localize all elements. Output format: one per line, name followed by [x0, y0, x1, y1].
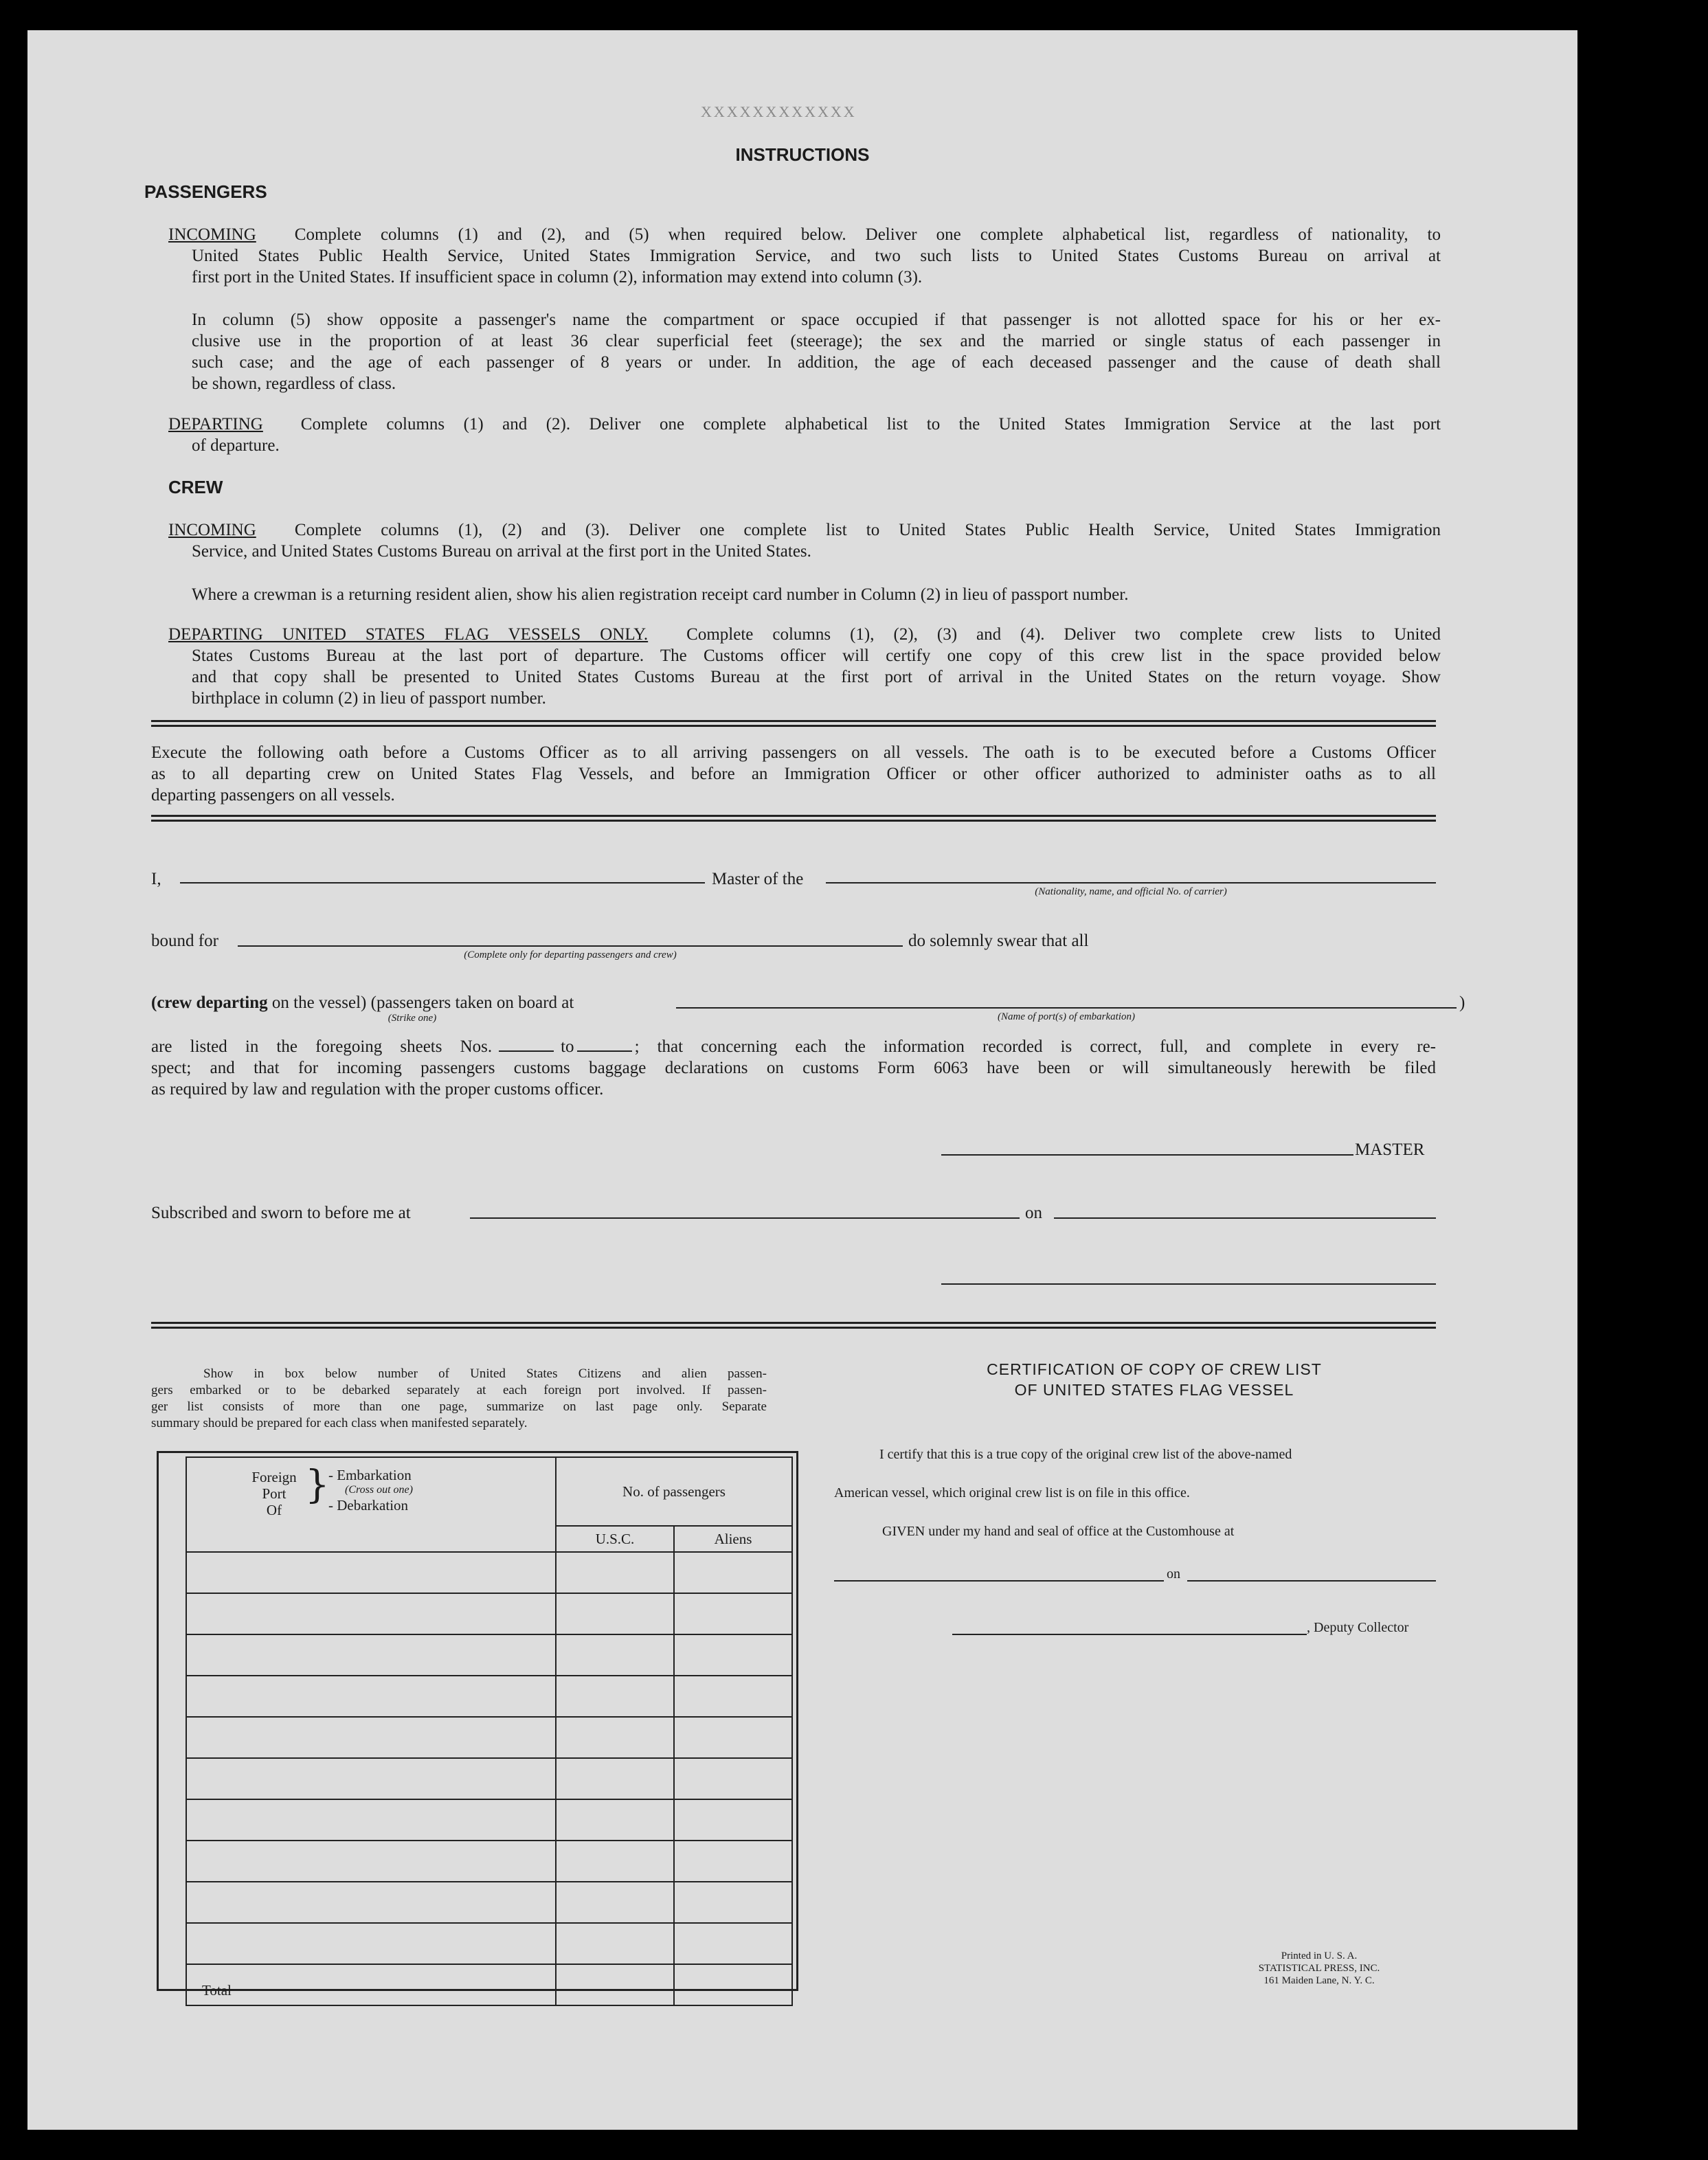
aliens-cell[interactable]	[674, 1552, 792, 1593]
certification-title-line: OF UNITED STATES FLAG VESSEL	[1014, 1381, 1294, 1399]
summary-line: ger list consists of more than one page, summarize on last page only. Separate	[151, 1399, 767, 1414]
oath-line: spect; and that for incoming passengers customs baggage declarations on customs Form 6063 have been or will simultaneously herewith be filed	[151, 1059, 1436, 1077]
total-usc-cell[interactable]	[556, 1964, 674, 2005]
column5-line: be shown, regardless of class.	[192, 374, 396, 393]
usc-cell[interactable]	[556, 1593, 674, 1634]
aliens-cell[interactable]	[674, 1758, 792, 1799]
table-row	[186, 1964, 792, 2005]
column5-line: such case; and the age of each passenger of 8 years or under. In addition, the age of each deceased passenger and the cause of death shall	[192, 353, 1441, 372]
usc-cell[interactable]	[556, 1676, 674, 1717]
column5-line: In column (5) show opposite a passenger's name the compartment or space occupied if that passenger is not allotted space for his or her ex-	[192, 311, 1441, 329]
summary-line: Show in box below number of United States Citizens and alien passen-	[203, 1366, 767, 1381]
passengers-departing-block	[168, 414, 1441, 456]
usc-cell[interactable]	[556, 1923, 674, 1964]
port-cell[interactable]	[186, 1923, 556, 1964]
oath-instructions	[151, 742, 1436, 806]
strike-one-phrase	[151, 992, 574, 1013]
crew-resident-alien: Where a crewman is a returning resident alien, show his alien registration receipt card number in Column (2) in lieu of passport number.	[192, 585, 1129, 604]
embark-debark-label	[328, 1467, 413, 1513]
table-row	[186, 1552, 792, 1593]
table-row	[186, 1799, 792, 1841]
form-sheet	[27, 30, 1577, 2130]
subscribed-label: Subscribed and sworn to before me at	[151, 1204, 411, 1222]
column5-line: clusive use in the proportion of at least 36 clear superficial feet (steerage); the sex and the married or single status of each passenger in	[192, 332, 1441, 350]
on-the-vessel-text: on the vessel) (passengers taken on board at	[271, 993, 574, 1012]
passengers-incoming-line: United States Public Health Service, United States Immigration Service, and two such lists to United States Customs Bureau on arrival at	[192, 247, 1441, 265]
passengers-incoming-line: Complete columns (1) and (2), and (5) when required below. Deliver one complete alphabetical list, regardless of nationality, to	[294, 225, 1441, 244]
usc-cell[interactable]	[556, 1882, 674, 1923]
struck-text: XXXXXXXXXXXX	[701, 103, 857, 120]
crew-departing-line: States Customs Bureau at the last port of departure. The Customs officer will certify one copy of this crew list in the space provided below	[192, 646, 1441, 665]
carrier-hint: (Nationality, name, and official No. of carrier)	[1035, 886, 1227, 897]
port-cell[interactable]	[186, 1799, 556, 1841]
usc-cell[interactable]	[556, 1758, 674, 1799]
column5-block	[192, 309, 1441, 394]
sworn-on-label: on	[1025, 1204, 1042, 1222]
port-cell[interactable]	[186, 1593, 556, 1634]
aliens-cell[interactable]	[674, 1923, 792, 1964]
usc-cell[interactable]	[556, 1841, 674, 1882]
port-cell[interactable]	[186, 1634, 556, 1676]
port-cell[interactable]	[186, 1882, 556, 1923]
port-cell[interactable]	[186, 1841, 556, 1882]
oath-instructions-line: Execute the following oath before a Customs Officer as to all arriving passengers on all vessels. The oath is to be executed before a Customs Officer	[151, 743, 1436, 762]
crew-heading: CREW	[168, 477, 223, 497]
port-cell[interactable]	[186, 1717, 556, 1758]
officer-signature-field[interactable]	[941, 1283, 1436, 1285]
sheets-label: are listed in the foregoing sheets Nos.	[151, 1037, 493, 1056]
bound-for-hint: (Complete only for departing passengers and crew)	[464, 949, 677, 960]
aliens-header: Aliens	[674, 1526, 792, 1552]
bound-for-field[interactable]	[238, 945, 903, 947]
table-row	[186, 1676, 792, 1717]
passenger-summary-table	[186, 1456, 793, 2006]
aliens-cell[interactable]	[674, 1841, 792, 1882]
passengers-departing-line: of departure.	[192, 436, 280, 455]
port-header-cell	[186, 1457, 556, 1552]
instructions-title: INSTRUCTIONS	[735, 144, 870, 165]
swear-label: do solemnly swear that all	[908, 932, 1089, 950]
table-row	[186, 1882, 792, 1923]
crew-departing-text: (crew departing	[151, 993, 268, 1012]
summary-line: gers embarked or to be debarked separately at each foreign port involved. If passen-	[151, 1383, 767, 1397]
aliens-cell[interactable]	[674, 1717, 792, 1758]
usc-cell[interactable]	[556, 1799, 674, 1841]
no-of-passengers-header: No. of passengers	[556, 1457, 792, 1526]
oath-i-label: I,	[151, 870, 161, 888]
aliens-cell[interactable]	[674, 1882, 792, 1923]
foreign-port-label	[246, 1469, 302, 1518]
crew-incoming-block	[168, 519, 1441, 562]
sheets-to-label: to	[561, 1037, 574, 1056]
divider	[151, 815, 1436, 822]
close-paren: )	[1459, 993, 1465, 1012]
table-row	[186, 1841, 792, 1882]
foregoing-sheets-block	[151, 1036, 1436, 1100]
port-cell[interactable]	[186, 1676, 556, 1717]
crew-departing-line: birthplace in column (2) in lieu of passport number.	[192, 689, 546, 708]
aliens-cell[interactable]	[674, 1593, 792, 1634]
carrier-field[interactable]	[826, 882, 1436, 884]
given-line: GIVEN under my hand and seal of office at the Customhouse at	[882, 1524, 1235, 1539]
crew-incoming-line: Service, and United States Customs Bureau on arrival at the first port in the United States.	[192, 542, 811, 561]
cert-date-field[interactable]	[1187, 1580, 1436, 1582]
passengers-heading: PASSENGERS	[144, 181, 267, 202]
sworn-date-field[interactable]	[1054, 1217, 1436, 1219]
certification-title	[852, 1359, 1457, 1400]
usc-cell[interactable]	[556, 1552, 674, 1593]
sheets-statement: ; that concerning each the information recorded is correct, full, and complete in every re-	[634, 1037, 1436, 1056]
printer-imprint	[1237, 1950, 1402, 1987]
master-label: MASTER	[1355, 1140, 1425, 1159]
deputy-collector-label: , Deputy Collector	[1307, 1620, 1409, 1635]
divider	[151, 1322, 1436, 1329]
printer-line: 161 Maiden Lane, N. Y. C.	[1263, 1975, 1375, 1986]
certification-title-line: CERTIFICATION OF COPY OF CREW LIST	[987, 1360, 1322, 1378]
embarkation-option[interactable]: - Embarkation	[328, 1467, 412, 1483]
passengers-incoming-block	[168, 224, 1441, 288]
sheet-from-field[interactable]	[499, 1050, 554, 1052]
aliens-cell[interactable]	[674, 1799, 792, 1841]
aliens-cell[interactable]	[674, 1676, 792, 1717]
master-signature-field[interactable]	[941, 1154, 1353, 1156]
table-row	[186, 1593, 792, 1634]
table-row	[186, 1717, 792, 1758]
usc-cell[interactable]	[556, 1717, 674, 1758]
printer-line: STATISTICAL PRESS, INC.	[1258, 1963, 1380, 1974]
port-label-line: Port	[262, 1485, 286, 1502]
summary-instructions	[151, 1366, 767, 1432]
oath-instructions-line: as to all departing crew on United States Flag Vessels, and before an Immigration Officer or other officer authorized to administer oaths as to all	[151, 765, 1436, 783]
cross-out-hint: (Cross out one)	[345, 1484, 413, 1496]
certify-line: I certify that this is a true copy of the original crew list of the above-named	[879, 1447, 1292, 1462]
passengers-incoming-label: INCOMING	[168, 225, 256, 244]
printer-line: Printed in U. S. A.	[1281, 1950, 1358, 1961]
cert-on-label: on	[1167, 1566, 1180, 1582]
sheets-line	[151, 1036, 1436, 1057]
customhouse-field[interactable]	[834, 1580, 1164, 1582]
sworn-place-field[interactable]	[470, 1217, 1020, 1219]
passengers-departing-label: DEPARTING	[168, 415, 263, 434]
crew-incoming-label: INCOMING	[168, 521, 256, 539]
bound-for-label: bound for	[151, 932, 218, 950]
sheet-to-field[interactable]	[577, 1050, 632, 1052]
certify-line: American vessel, which original crew list is on file in this office.	[834, 1485, 1190, 1500]
port-cell[interactable]	[186, 1758, 556, 1799]
master-name-field[interactable]	[180, 882, 705, 884]
usc-cell[interactable]	[556, 1634, 674, 1676]
passengers-incoming-line: first port in the United States. If insufficient space in column (2), information may extend into column (3).	[192, 268, 923, 286]
crew-departing-label: DEPARTING UNITED STATES FLAG VESSELS ONLY.	[168, 625, 649, 644]
crew-departing-line: and that copy shall be presented to United States Customs Bureau at the first port of arrival in the United States on the return voyage. Show	[192, 668, 1441, 686]
port-label-line: Of	[266, 1502, 282, 1518]
deputy-signature-field[interactable]	[952, 1634, 1307, 1635]
aliens-cell[interactable]	[674, 1634, 792, 1676]
ports-hint: (Name of port(s) of embarkation)	[998, 1011, 1135, 1022]
table-row	[186, 1634, 792, 1676]
embarkation-ports-field[interactable]	[676, 1007, 1457, 1009]
oath-instructions-line: departing passengers on all vessels.	[151, 786, 395, 805]
table-row	[186, 1758, 792, 1799]
port-label-line: Foreign	[251, 1469, 297, 1485]
oath-line: as required by law and regulation with the proper customs officer.	[151, 1080, 604, 1099]
master-of-the-label: Master of the	[712, 870, 804, 888]
port-cell[interactable]	[186, 1552, 556, 1593]
total-label: Total	[186, 1964, 556, 2005]
summary-line: summary should be prepared for each class when manifested separately.	[151, 1416, 528, 1430]
crew-incoming-line: Complete columns (1), (2) and (3). Deliver one complete list to United States Public Health Service, United States Immigration	[294, 521, 1441, 539]
table-row	[186, 1923, 792, 1964]
strike-one-hint: (Strike one)	[387, 1013, 437, 1024]
usc-header: U.S.C.	[556, 1526, 674, 1552]
total-aliens-cell[interactable]	[674, 1964, 792, 2005]
divider	[151, 720, 1436, 727]
debarkation-option[interactable]: - Debarkation	[328, 1497, 409, 1514]
brace-icon: }	[305, 1463, 330, 1507]
passengers-departing-line: Complete columns (1) and (2). Deliver one complete alphabetical list to the United States Immigration Service at the last port	[300, 415, 1441, 434]
crew-departing-block	[168, 624, 1441, 709]
crew-departing-line: Complete columns (1), (2), (3) and (4). Deliver two complete crew lists to United	[686, 625, 1441, 644]
